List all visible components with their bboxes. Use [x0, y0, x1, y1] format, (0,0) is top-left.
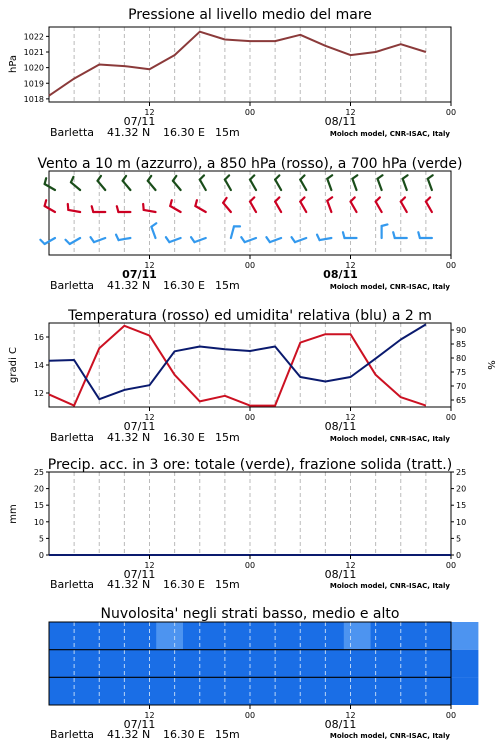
barb-flag [266, 237, 269, 242]
barb-staff [223, 203, 231, 212]
x-tick-label: 00 [244, 413, 256, 422]
wind-arrow-10m [317, 235, 331, 240]
x-tick-label: 00 [445, 711, 457, 720]
temperature-panel [8, 308, 496, 444]
model-credit: Moloch model, CNR-ISAC, Italy [329, 732, 450, 740]
barb-staff [45, 238, 55, 244]
x-tick-label: 00 [445, 108, 457, 117]
x-tick-label: 12 [144, 561, 155, 570]
wind-barb-850hpa [195, 200, 205, 212]
barb-staff [68, 210, 80, 212]
wind-barb-850hpa [275, 197, 281, 212]
x-tick-label: 00 [244, 108, 256, 117]
wind-barb-700hpa [352, 175, 357, 190]
x-tick-label: 00 [244, 711, 256, 720]
place-name: Barletta [50, 279, 94, 292]
cloud-cell-basso [451, 677, 478, 705]
barb-flag [45, 178, 47, 184]
y2-tick-label: 80 [456, 354, 467, 363]
temperature-xticks [124, 407, 456, 433]
wind-arrow-10m [292, 237, 307, 242]
wind-arrow-10m [393, 232, 407, 238]
temperature-line [49, 326, 426, 406]
pressure-panel [8, 7, 456, 139]
barb-staff [70, 238, 80, 244]
x-tick-label: 00 [445, 561, 457, 570]
barb-flag [223, 198, 226, 203]
model-credit: Moloch model, CNR-ISAC, Italy [329, 435, 450, 443]
y2-tick-label: 90 [456, 326, 467, 335]
wind-barb-850hpa [170, 200, 180, 212]
y-tick-label: 1021 [23, 48, 44, 57]
cloud-cell-medio [129, 650, 156, 678]
wind-barb-700hpa [173, 176, 181, 190]
barb-flag [116, 235, 119, 240]
cloud-cell-basso [317, 677, 344, 705]
y2-tick-label: 25 [456, 468, 467, 477]
y-tick-label: 10 [33, 517, 44, 527]
cloud-cell-alto [103, 622, 130, 650]
barb-flag [327, 175, 332, 178]
place-elevation: 15m [215, 728, 240, 741]
cloud-cell-alto [183, 622, 210, 650]
wind-arrow-10m [266, 237, 281, 242]
barb-flag [166, 237, 169, 242]
date-label: 08/11 [324, 568, 357, 581]
wind-arrow-10m [166, 237, 181, 242]
barb-flag [401, 197, 405, 201]
barb-flag [191, 237, 194, 242]
cloud-cell-basso [371, 677, 398, 705]
wind-barb-850hpa [327, 197, 332, 212]
barb-flag [40, 240, 44, 244]
wind-barb-850hpa [92, 206, 106, 212]
y2-tick-label: 65 [456, 396, 467, 405]
cloud-cell-medio [424, 650, 451, 678]
temperature-ylabel: gradi C [8, 347, 19, 383]
barb-flag [123, 176, 126, 181]
place-elevation: 15m [215, 279, 240, 292]
place-name: Barletta [50, 728, 94, 741]
barb-flag [418, 232, 420, 238]
y2-tick-label: 0 [456, 551, 462, 560]
cloud-cell-medio [49, 650, 76, 678]
wind-arrow-10m [91, 237, 106, 242]
barb-flag [317, 235, 320, 240]
barb-flag [428, 175, 433, 178]
cloud-cell-basso [424, 677, 451, 705]
y-tick-label: 1022 [23, 32, 44, 42]
date-label: 08/11 [324, 420, 357, 433]
cloud-cell-medio [210, 650, 237, 678]
barb-flag [91, 237, 94, 242]
cloud-cell-basso [156, 677, 183, 705]
barb-flag [195, 200, 197, 206]
barb-flag [393, 232, 395, 238]
wind-barb-850hpa [300, 197, 306, 212]
pressure-series [49, 32, 426, 96]
cloud-cell-alto [371, 622, 398, 650]
precipitation-footer [50, 578, 450, 591]
cloud-cell-medio [183, 650, 210, 678]
cloud-cell-alto [210, 622, 237, 650]
place-name: Barletta [50, 126, 94, 139]
date-label: 07/11 [122, 268, 157, 281]
wind-barb-850hpa [351, 197, 357, 212]
wind-barb-850hpa [401, 197, 407, 212]
wind-barb-700hpa [45, 178, 55, 190]
place-lon: 16.30 E [163, 728, 205, 741]
cloud-cell-alto [156, 622, 183, 650]
barb-flag [343, 232, 345, 238]
barb-staff [300, 180, 306, 190]
wind-arrow-10m [382, 224, 388, 238]
barb-flag [143, 204, 144, 210]
date-label: 07/11 [123, 115, 156, 128]
temperature-title: Temperatura (rosso) ed umidita' relativa (blu) a 2 m [68, 308, 432, 324]
cloud-cells [49, 622, 478, 705]
temperature-series [49, 324, 426, 405]
barb-staff [300, 202, 306, 212]
wind-arrow-10m [191, 237, 206, 242]
x-tick-label: 12 [144, 108, 155, 117]
wind-barb-700hpa [403, 175, 408, 190]
y2-tick-label: 85 [456, 340, 467, 349]
cloud-title: Nuvolosita' negli strati basso, medio e alto [100, 606, 400, 622]
barb-staff [376, 202, 382, 212]
y-tick-label: 12 [33, 389, 44, 398]
place-lat: 41.32 N [107, 431, 151, 444]
x-tick-label: 12 [345, 561, 356, 570]
cloud-cell-medio [263, 650, 290, 678]
barb-staff [144, 210, 156, 212]
place-elevation: 15m [215, 431, 240, 444]
barb-flag [351, 197, 355, 201]
barb-staff [200, 180, 206, 190]
date-label: 07/11 [123, 718, 156, 731]
precipitation-yticks [34, 468, 49, 560]
y2-tick-label: 15 [456, 501, 467, 511]
date-label: 07/11 [123, 420, 156, 433]
cloud-cell-medio [371, 650, 398, 678]
pressure-grid [74, 27, 426, 102]
barb-staff [327, 179, 331, 190]
x-tick-label: 00 [244, 561, 256, 570]
wind-arrow-10m [151, 223, 156, 238]
cloud-panel [49, 606, 478, 741]
barb-flag [378, 175, 383, 178]
barb-staff [351, 202, 357, 212]
cloud-cell-alto [397, 622, 424, 650]
barb-flag [225, 175, 229, 179]
barb-flag [250, 175, 254, 179]
wind-barb-700hpa [123, 176, 131, 190]
wind-barb-700hpa [148, 176, 156, 190]
date-label: 08/11 [323, 268, 358, 281]
wind-xticks [122, 255, 456, 281]
barb-staff [45, 184, 55, 190]
cloud-cell-basso [397, 677, 424, 705]
barb-flag [68, 204, 69, 210]
barb-staff [426, 202, 432, 212]
barb-flag [173, 176, 176, 181]
barb-flag [292, 237, 295, 242]
wind-barb-700hpa [327, 175, 332, 190]
barb-staff [151, 227, 155, 238]
y2-tick-label: 20 [456, 484, 467, 494]
cloud-cell-medio [317, 650, 344, 678]
wind-arrow-10m [116, 235, 130, 240]
model-credit: Moloch model, CNR-ISAC, Italy [329, 582, 450, 590]
wind-arrow-10m [231, 226, 240, 238]
barb-staff [195, 206, 205, 212]
place-lon: 16.30 E [163, 279, 205, 292]
cloud-cell-medio [397, 650, 424, 678]
barb-flag [403, 175, 408, 178]
cloud-footer [50, 728, 450, 741]
place-lon: 16.30 E [163, 578, 205, 591]
wind-barb-700hpa [300, 175, 306, 190]
pressure-footer [50, 126, 450, 139]
cloud-cell-alto [424, 622, 451, 650]
cloud-cell-basso [103, 677, 130, 705]
temperature-grid [74, 323, 426, 407]
barb-staff [170, 206, 180, 212]
cloud-cell-basso [263, 677, 290, 705]
date-label: 08/11 [324, 115, 357, 128]
model-credit: Moloch model, CNR-ISAC, Italy [329, 130, 450, 138]
cloud-cell-medio [290, 650, 317, 678]
barb-staff [428, 179, 432, 190]
barb-flag [250, 197, 254, 201]
cloud-cell-basso [290, 677, 317, 705]
wind-arrow-10m [65, 238, 80, 244]
barb-flag [327, 197, 332, 200]
precipitation-grid [74, 472, 426, 555]
barb-flag [382, 224, 388, 226]
barb-flag [71, 177, 74, 182]
precipitation-panel [8, 457, 466, 591]
place-lat: 41.32 N [107, 728, 151, 741]
wind-barb-700hpa [428, 175, 433, 190]
y-tick-label: 14 [33, 361, 44, 370]
date-label: 07/11 [123, 568, 156, 581]
y2-tick-label: 5 [456, 534, 462, 544]
barb-staff [320, 238, 332, 240]
cloud-cell-alto [317, 622, 344, 650]
barb-flag [426, 197, 430, 201]
date-label: 08/11 [324, 718, 357, 731]
cloud-cell-medio [344, 650, 371, 678]
cloud-cell-medio [451, 650, 478, 678]
humidity-line [49, 324, 426, 399]
pressure-title: Pressione al livello medio del mare [128, 7, 372, 23]
x-tick-label: 00 [445, 413, 457, 422]
place-lon: 16.30 E [163, 431, 205, 444]
barb-staff [250, 202, 256, 212]
y-tick-label: 1018 [23, 94, 44, 104]
barb-staff [123, 181, 131, 190]
barb-flag [45, 200, 47, 206]
place-elevation: 15m [215, 578, 240, 591]
x-tick-label: 00 [244, 261, 256, 270]
wind-barb-700hpa [378, 175, 383, 190]
model-credit: Moloch model, CNR-ISAC, Italy [329, 283, 450, 291]
y-tick-label: 0 [38, 551, 44, 560]
barb-staff [119, 238, 131, 240]
y-tick-label: 5 [38, 534, 44, 544]
x-tick-label: 12 [345, 108, 356, 117]
cloud-cell-basso [183, 677, 210, 705]
cloud-cell-basso [49, 677, 76, 705]
cloud-cell-alto [290, 622, 317, 650]
wind-barb-850hpa [376, 197, 382, 212]
place-lat: 41.32 N [107, 578, 151, 591]
wind-arrow-10m [418, 232, 432, 238]
wind-barb-850hpa [117, 206, 131, 212]
barb-staff [403, 179, 407, 190]
y-tick-label: 20 [33, 484, 44, 494]
barb-staff [231, 226, 234, 238]
barb-flag [300, 175, 304, 179]
barb-staff [225, 180, 231, 190]
wind-title: Vento a 10 m (azzurro), a 850 hPa (rosso), a 700 hPa (verde) [37, 156, 463, 172]
x-tick-label: 12 [345, 261, 356, 270]
barb-staff [98, 181, 106, 190]
temperature-yticks [34, 333, 49, 398]
wind-arrow-10m [343, 232, 357, 238]
humidity-ylabel: % [485, 360, 496, 370]
cloud-cell-medio [156, 650, 183, 678]
wind-arrow-10m [241, 237, 256, 242]
wind-footer [50, 279, 450, 292]
barb-flag [151, 223, 156, 226]
barb-flag [376, 197, 380, 201]
cloud-cell-alto [49, 622, 76, 650]
y-tick-label: 16 [33, 333, 44, 342]
barb-staff [275, 180, 281, 190]
x-tick-label: 12 [345, 413, 356, 422]
barb-flag [200, 175, 204, 179]
y-tick-label: 25 [33, 468, 44, 477]
barb-staff [250, 180, 256, 190]
cloud-cell-basso [129, 677, 156, 705]
x-tick-label: 12 [144, 261, 155, 270]
precipitation-title: Precip. acc. in 3 ore: totale (verde), frazione solida (tratt.) [47, 457, 453, 473]
barb-staff [71, 182, 80, 190]
barb-flag [65, 240, 69, 244]
pressure-line [49, 32, 426, 96]
cloud-cell-alto [451, 622, 478, 650]
wind-barb-700hpa [98, 176, 106, 190]
barb-flag [92, 206, 94, 212]
y2-tick-label: 70 [456, 382, 467, 391]
barb-flag [241, 237, 244, 242]
pressure-ylabel: hPa [8, 54, 19, 74]
precipitation-ylabel: mm [8, 504, 19, 524]
x-tick-label: 12 [144, 413, 155, 422]
x-tick-label: 00 [445, 261, 457, 270]
humidity-yticks [451, 326, 466, 405]
pressure-yticks [24, 32, 49, 104]
cloud-cell-medio [103, 650, 130, 678]
y-tick-label: 15 [33, 501, 44, 511]
x-tick-label: 12 [345, 711, 356, 720]
x-tick-label: 12 [144, 711, 155, 720]
wind-barb-700hpa [250, 175, 256, 190]
cloud-cell-alto [263, 622, 290, 650]
place-name: Barletta [50, 578, 94, 591]
wind-barb-700hpa [71, 177, 80, 190]
barb-staff [327, 201, 331, 212]
pressure-xticks [124, 102, 456, 128]
cloud-cell-basso [344, 677, 371, 705]
wind-barb-850hpa [426, 197, 432, 212]
barb-staff [45, 206, 55, 212]
place-lat: 41.32 N [107, 126, 151, 139]
barb-flag [275, 175, 279, 179]
wind-arrow-10m [40, 238, 55, 244]
wind-barb-700hpa [225, 175, 231, 190]
barb-staff [352, 179, 356, 190]
wind-barb-850hpa [250, 197, 256, 212]
barb-staff [378, 179, 382, 190]
place-name: Barletta [50, 431, 94, 444]
wind-barb-700hpa [200, 175, 206, 190]
y2-tick-label: 75 [456, 368, 467, 377]
place-lat: 41.32 N [107, 279, 151, 292]
place-lon: 16.30 E [163, 126, 205, 139]
barb-flag [300, 197, 304, 201]
wind-barb-850hpa [45, 200, 55, 212]
barb-flag [352, 175, 357, 178]
precipitation-yticks-right [451, 468, 466, 560]
cloud-cell-alto [344, 622, 371, 650]
barb-flag [170, 200, 172, 206]
place-elevation: 15m [215, 126, 240, 139]
wind-barb-700hpa [275, 175, 281, 190]
wind-barb-850hpa [223, 198, 231, 212]
barb-staff [173, 181, 181, 190]
y-tick-label: 1020 [23, 63, 44, 73]
y-tick-label: 1019 [23, 79, 44, 89]
cloud-cell-alto [129, 622, 156, 650]
cloud-cell-basso [210, 677, 237, 705]
y2-tick-label: 10 [456, 517, 467, 527]
barb-staff [401, 202, 407, 212]
wind-panel [37, 156, 462, 292]
barb-flag [98, 176, 101, 181]
barb-flag [117, 206, 119, 212]
barb-flag [275, 197, 279, 201]
barb-flag [148, 176, 151, 181]
barb-staff [275, 202, 281, 212]
barb-staff [148, 181, 156, 190]
temperature-footer [50, 431, 450, 444]
